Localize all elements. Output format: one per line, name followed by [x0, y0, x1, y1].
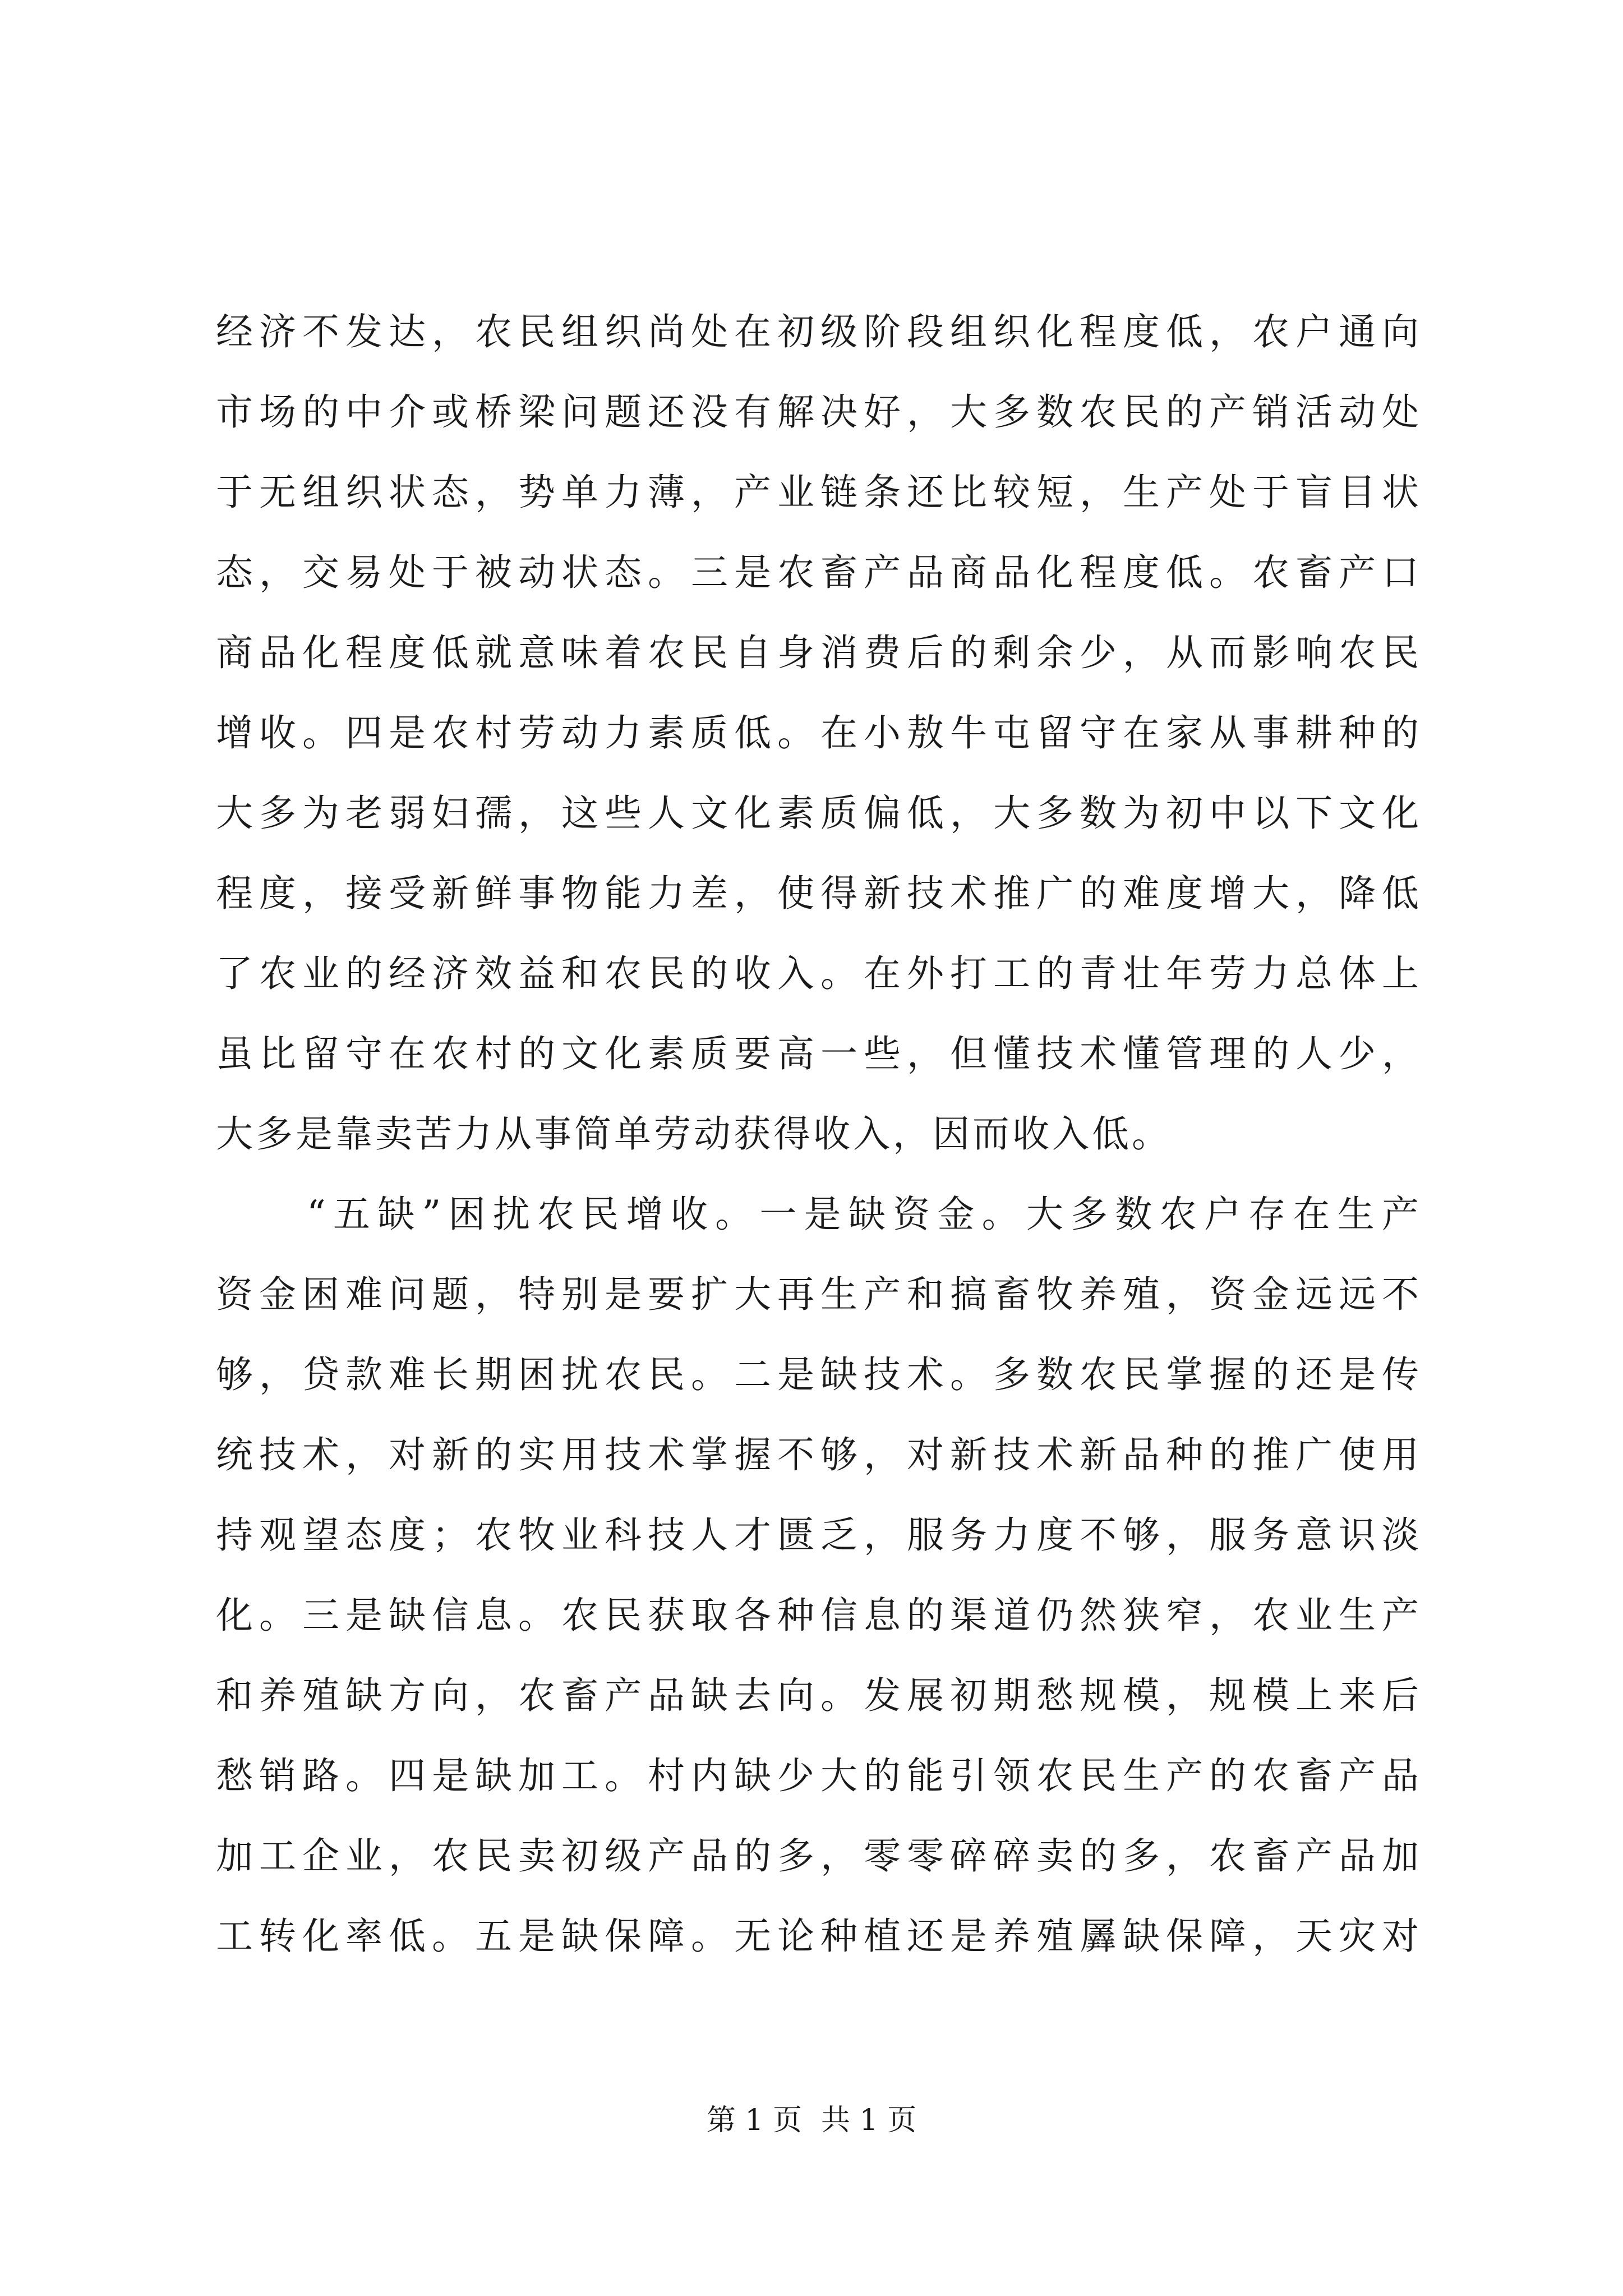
text-line: 增收。四是农村劳动力素质低。在小敖牛屯留守在家从事耕种的: [216, 711, 1422, 754]
text-line: 虽比留守在农村的文化素质要高一些，但懂技术懂管理的人少，: [216, 1032, 1422, 1075]
text-line: 资金困难问题，特别是要扩大再生产和搞畜牧养殖，资金远远不: [216, 1273, 1422, 1316]
text-line: 够，贷款难长期困扰农民。二是缺技术。多数农民掌握的还是传: [216, 1353, 1422, 1396]
text-line: 态，交易处于被动状态。三是农畜产品商品化程度低。农畜产口: [216, 551, 1422, 594]
text-line: 程度，接受新鲜事物能力差，使得新技术推广的难度增大，降低: [216, 872, 1422, 915]
text-line: 统技术，对新的实用技术掌握不够，对新技术新品种的推广使用: [216, 1433, 1422, 1476]
body-text: [216, 292, 1422, 1976]
text-line: 了农业的经济效益和农民的收入。在外打工的青壮年劳力总体上: [216, 952, 1422, 995]
page-footer: [0, 2101, 1623, 2140]
text-line: 工转化率低。五是缺保障。无论种植还是养殖羼缺保障，天灾对: [216, 1915, 1422, 1958]
text-line: 商品化程度低就意味着农民自身消费后的剩余少，从而影响农民: [216, 631, 1422, 674]
text-line: 化。三是缺信息。农民获取各种信息的渠道仍然狭窄，农业生产: [216, 1594, 1422, 1637]
text-line: 大多为老弱妇孺，这些人文化素质偏低，大多数为初中以下文化: [216, 792, 1422, 835]
text-line: 加工企业，农民卖初级产品的多，零零碎碎卖的多，农畜产品加: [216, 1834, 1422, 1878]
page-number-total: 共 1 页: [821, 2104, 917, 2137]
text-line: 持观望态度；农牧业科技人才匮乏，服务力度不够，服务意识淡: [216, 1513, 1422, 1557]
text-line: 大多是靠卖苦力从事简单劳动获得收入，因而收入低。: [216, 1112, 1172, 1156]
page-number-current: 第 1 页: [706, 2104, 802, 2137]
paragraph-start-line: “五缺”困扰农民增收。一是缺资金。大多数农户存在生产: [307, 1193, 1422, 1236]
text-line: 和养殖缺方向，农畜产品缺去向。发展初期愁规模，规模上来后: [216, 1674, 1422, 1717]
text-line: 经济不发达，农民组织尚处在初级阶段组织化程度低，农户通向: [216, 310, 1422, 353]
text-line: 市场的中介或桥梁问题还没有解决好，大多数农民的产销活动处: [216, 390, 1422, 434]
text-line: 愁销路。四是缺加工。村内缺少大的能引领农民生产的农畜产品: [216, 1754, 1422, 1797]
text-line: 于无组织状态，势单力薄，产业链条还比较短，生产处于盲目状: [216, 471, 1422, 514]
